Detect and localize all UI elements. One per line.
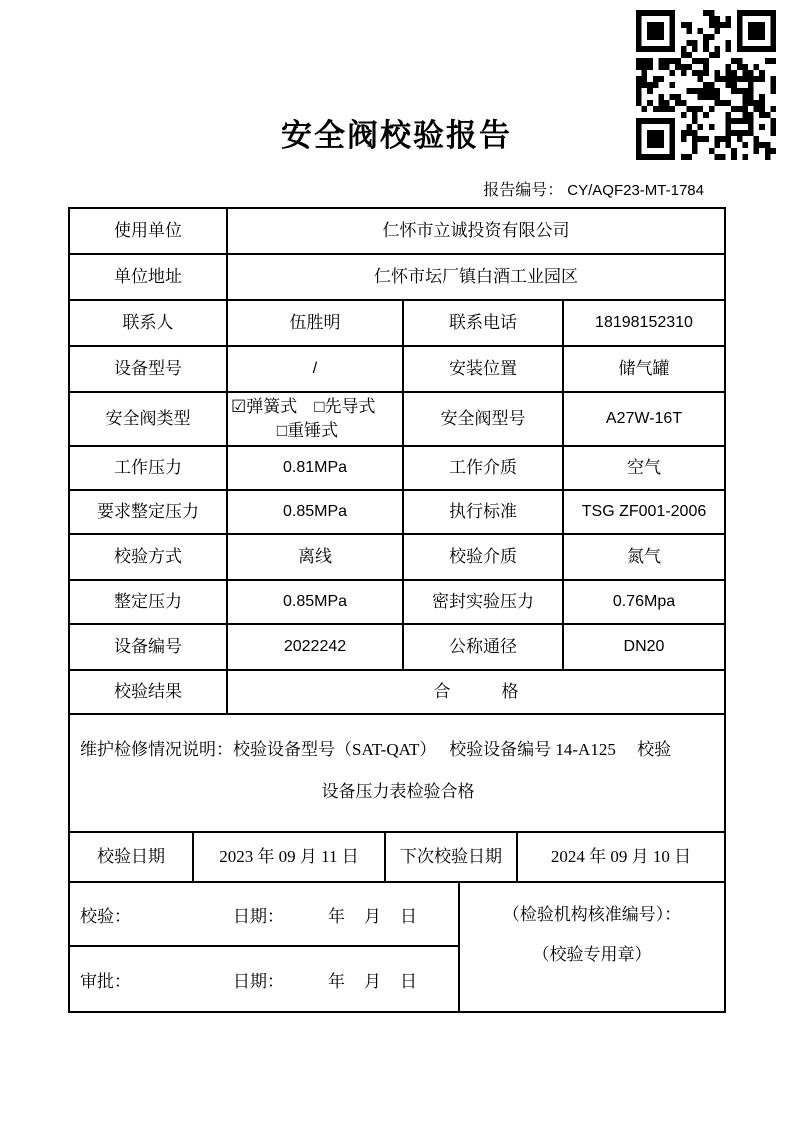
work-pressure-value: 0.81MPa [228,447,404,489]
nominal-diameter-value: DN20 [623,638,665,655]
maintenance-notes-line1: 维护检修情况说明：校验设备型号（SAT-QAT） 校验设备编号 14-A125 校验 [80,740,672,759]
org-stamp-cell [460,883,724,1011]
sign-cal-label: 校验： [80,906,131,926]
use-unit-value: 仁怀市立诚投资有限公司 [382,221,570,240]
table-row [70,625,724,671]
cal-medium-label: 校验介质 [404,535,564,579]
sign-approve-ymd: 年 月 日 [328,971,418,991]
set-pressure-label: 整定压力 [70,581,228,623]
sign-cal-row [70,883,458,947]
device-no-label: 设备编号 [70,625,228,669]
result-label: 校验结果 [70,671,228,713]
valve-model-value: A27W-16T [605,410,683,427]
maintenance-notes [70,715,724,831]
required-set-pressure-label: 要求整定压力 [70,491,228,533]
table-row [70,347,724,393]
report-table [68,207,726,1013]
valve-type-options-line1: ☑弹簧式 □先导式 [231,397,376,416]
standard-value: TSG ZF001-2006 [581,503,707,520]
report-number-label: 报告编号： [483,182,564,199]
work-medium-value: 空气 [627,458,661,477]
org-approval-number: （检验机构核准编号）： [502,905,682,924]
next-cal-date-value: 2024 年 09 月 10 日 [550,847,692,866]
cal-method-label: 校验方式 [70,535,228,579]
sign-approve-date-label: 日期： [233,971,284,991]
table-row [70,255,724,301]
work-medium-label: 工作介质 [404,447,564,489]
contact-value: 伍胜明 [228,301,404,345]
device-model-label: 设备型号 [70,347,228,391]
table-row [70,447,724,491]
seal-test-pressure-label: 密封实验压力 [404,581,564,623]
phone-label: 联系电话 [404,301,564,345]
table-row [70,715,724,833]
table-row [70,581,724,625]
signature-left-block [70,883,460,1011]
standard-label: 执行标准 [404,491,564,533]
valve-type-label: 安全阀类型 [70,393,228,445]
sign-cal-date-label: 日期： [233,906,284,926]
contact-label: 联系人 [70,301,228,345]
table-row [70,671,724,715]
use-unit-label: 使用单位 [70,209,228,253]
valve-model-label: 安全阀型号 [404,393,564,445]
address-label: 单位地址 [70,255,228,299]
set-pressure-value: 0.85MPa [228,581,404,623]
cal-date-label: 校验日期 [70,833,194,881]
maintenance-notes-line2: 设备压力表检验合格 [321,782,475,801]
result-value: 合 格 [433,682,519,701]
report-number-line [68,178,726,204]
install-pos-label: 安装位置 [404,347,564,391]
device-no-value: 2022242 [228,625,404,669]
table-row [70,535,724,581]
sign-cal-ymd: 年 月 日 [328,906,418,926]
address-value: 仁怀市坛厂镇白酒工业园区 [374,267,578,286]
valve-type-options-line2: □重锤式 [276,421,339,440]
table-row [70,301,724,347]
required-set-pressure-value: 0.85MPa [228,491,404,533]
device-model-value: / [228,347,404,391]
valve-type-checkboxes [228,393,404,445]
work-pressure-label: 工作压力 [70,447,228,489]
nominal-diameter-label: 公称通径 [404,625,564,669]
phone-value: 18198152310 [595,314,693,331]
qr-code-icon [636,10,776,160]
sign-approve-row [70,947,458,1011]
page-title: 安全阀校验报告 [281,118,512,153]
cal-method-value: 离线 [228,535,404,579]
cal-date-value: 2023 年 09 月 11 日 [194,833,386,881]
table-row [70,491,724,535]
cal-medium-value: 氮气 [627,547,661,566]
signature-section [70,883,724,1011]
seal-test-pressure-value: 0.76Mpa [612,593,676,610]
next-cal-date-label: 下次校验日期 [386,833,518,881]
table-row [70,209,724,255]
org-stamp-note: （校验专用章） [532,945,652,964]
install-pos-value: 储气罐 [618,359,670,378]
report-number-value: CY/AQF23-MT-1784 [567,182,704,199]
table-row [70,393,724,447]
table-row [70,833,724,883]
sign-approve-label: 审批： [80,971,131,991]
